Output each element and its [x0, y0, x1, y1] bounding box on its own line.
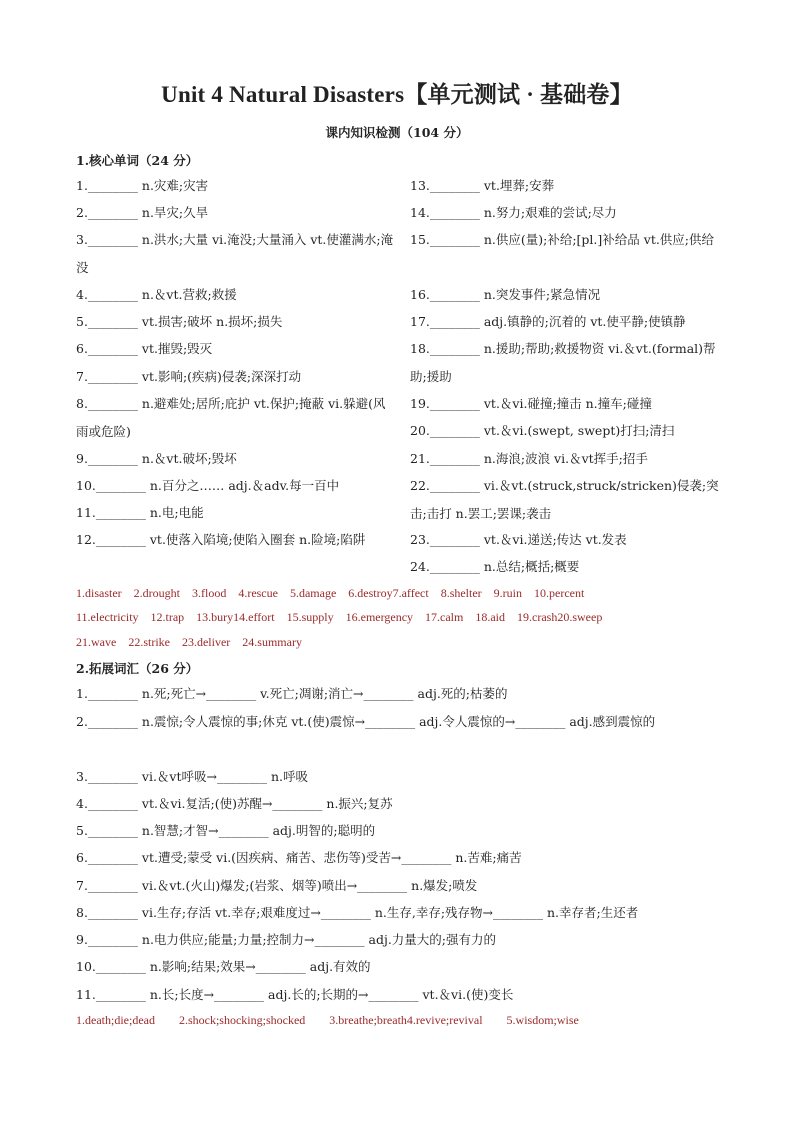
question-item: 14.________ n.努力;艰难的尝试;尽力: [410, 205, 617, 220]
question-item: 17.________ adj.镇静的;沉着的 vt.使平静;使镇静: [410, 314, 686, 329]
question-item: 22.________ vi.＆vt.(struck,struck/stricken)侵袭;突击;击打 n.罢工;罢课;袭击: [410, 478, 719, 521]
question-item: 16.________ n.突发事件;紧急情况: [410, 287, 601, 302]
question-item: 23.________ vt.＆vi.递送;传达 vt.发表: [410, 532, 627, 547]
question-item: 9.________ n.＆vt.破坏;毁坏: [76, 451, 237, 466]
question-item: 8.________ vi.生存;存活 vt.幸存;艰难度过→________ n.生存,幸存;残存物→________ n.幸存者;生还者: [76, 905, 639, 920]
question-item: 9.________ n.电力供应;能量;力量;控制力→________ adj.力量大的;强有力的: [76, 932, 497, 947]
question-item: 3.________ n.洪水;大量 vi.淹没;大量涌入 vt.使灌满水;淹没: [76, 232, 394, 275]
question-item: 12.________ vt.使落入陷境;使陷入圈套 n.险境;陷阱: [76, 532, 366, 547]
section1-heading: 1.核心单词（24 分）: [76, 153, 199, 168]
answer-line: 21.wave 22.strike 23.deliver 24.summary: [76, 635, 302, 649]
question-item: 3.________ vi.＆vt呼吸→________ n.呼吸: [76, 769, 308, 784]
question-item: 13.________ vt.埋葬;安葬: [410, 178, 555, 193]
question-item: 4.________ vt.＆vi.复活;(使)苏醒→________ n.振兴;复苏: [76, 796, 393, 811]
question-item: 6.________ vt.遭受;蒙受 vi.(因疾病、痛苦、悲伤等)受苦→________ n.苦难;痛苦: [76, 850, 522, 865]
question-item: 7.________ vi.＆vt.(火山)爆发;(岩浆、烟等)喷出→________ n.爆发;喷发: [76, 878, 478, 893]
question-item: 6.________ vt.摧毁;毁灭: [76, 341, 213, 356]
question-item: 19.________ vt.＆vi.碰撞;撞击 n.撞车;碰撞: [410, 396, 652, 411]
question-item: 7.________ vt.影响;(疾病)侵袭;深深打动: [76, 369, 302, 384]
answer-line: 1.disaster 2.drought 3.flood 4.rescue 5.damage 6.destroy7.affect 8.shelter 9.ruin 10.percent: [76, 586, 585, 600]
answer-line: 11.electricity 12.trap 13.bury14.effort 15.supply 16.emergency 17.calm 18.aid 19.crash20.sweep: [76, 610, 603, 624]
question-item: 11.________ n.长;长度→________ adj.长的;长期的→________ vt.＆vi.(使)变长: [76, 987, 514, 1002]
question-item: 8.________ n.避难处;居所;庇护 vt.保护;掩蔽 vi.躲避(风雨或危险): [76, 396, 386, 439]
question-item: 2.________ n.震惊;令人震惊的事;休克 vt.(使)震惊→________ adj.令人震惊的→________ adj.感到震惊的: [76, 714, 656, 729]
question-item: 15.________ n.供应(量);补给;[pl.]补给品 vt.供应;供给: [410, 232, 715, 247]
document-subtitle: 课内知识检测（104 分）: [325, 125, 469, 140]
question-item: 4.________ n.＆vt.营救;救援: [76, 287, 237, 302]
question-item: 5.________ n.智慧;才智→________ adj.明智的;聪明的: [76, 823, 376, 838]
question-item: 21.________ n.海浪;波浪 vi.＆vt挥手;招手: [410, 451, 648, 466]
question-item: 10.________ n.百分之…… adj.＆adv.每一百中: [76, 478, 340, 493]
question-item: 11.________ n.电;电能: [76, 505, 204, 520]
question-item: 24.________ n.总结;概括;概要: [410, 559, 580, 574]
answer-line: 1.death;die;dead 2.shock;shocking;shocked 3.breathe;breath4.revive;revival 5.wisdom;wise: [76, 1013, 579, 1027]
section2-heading: 2.拓展词汇（26 分）: [76, 661, 199, 676]
question-item: 10.________ n.影响;结果;效果→________ adj.有效的: [76, 959, 371, 974]
question-item: 5.________ vt.损害;破坏 n.损坏;损失: [76, 314, 283, 329]
question-item: 2.________ n.旱灾;久旱: [76, 205, 209, 220]
question-item: 1.________ n.灾难;灾害: [76, 178, 209, 193]
question-item: 1.________ n.死;死亡→________ v.死亡;凋谢;消亡→________ adj.死的;枯萎的: [76, 686, 508, 701]
document-title: Unit 4 Natural Disasters【单元测试 · 基础卷】: [161, 82, 633, 107]
question-item: 18.________ n.援助;帮助;救援物资 vi.＆vt.(formal)帮助;援助: [410, 341, 716, 384]
question-item: 20.________ vt.＆vi.(swept, swept)打扫;清扫: [410, 423, 675, 438]
